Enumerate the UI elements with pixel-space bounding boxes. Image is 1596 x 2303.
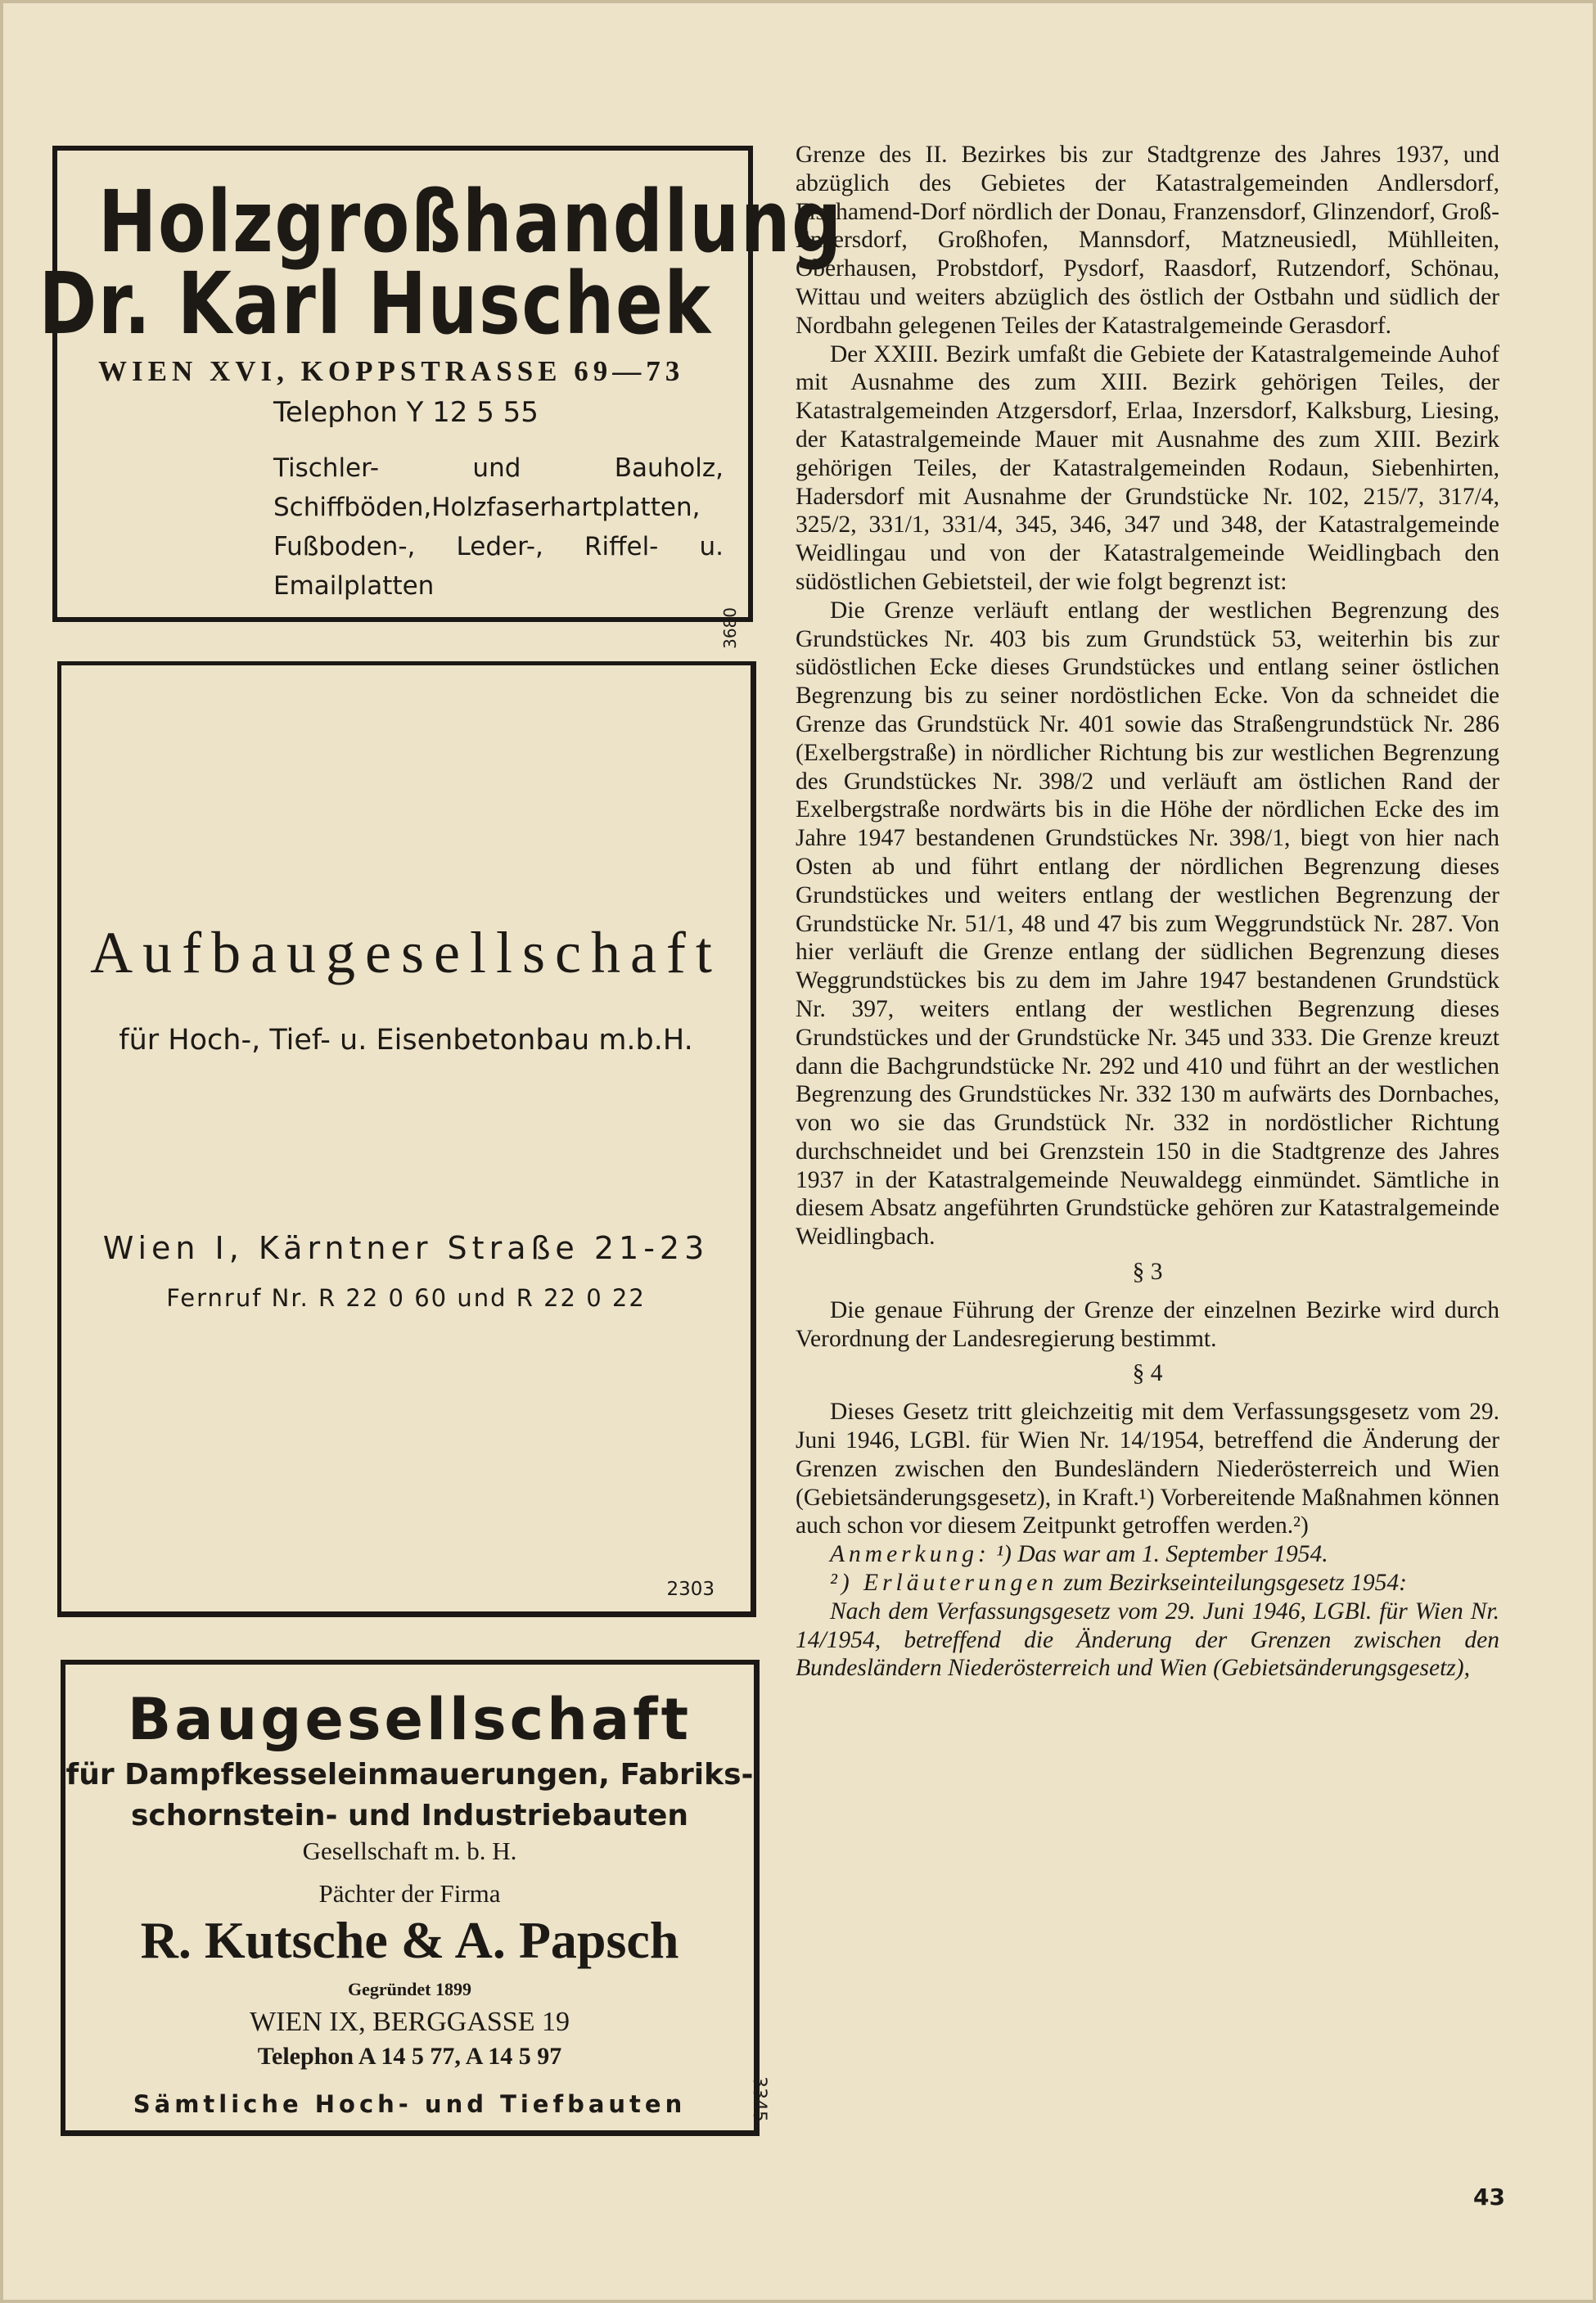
note-1-label: Anmerkung: [830, 1541, 990, 1568]
paragraph-2: Der XXIII. Bezirk umfaßt die Gebiete der Katastralgemeinde Auhof mit Ausnahme des zum XIII. Bezirk gehörigen Teiles, der Katastralgemeinden Atzgersdorf, Erlaa, Inzersdorf, Kalksburg, Liesing, der Katastralgemeinde Mauer mit Ausnahme des zum XIII. Bezirk gehörigen Teiles, der Katastralgemeinden Rodaun, Siebenhirten, Hadersdorf mit Ausnahme der Grundstücke Nr. 102, 215/7, 317/4, 325/2, 331/1, 331/4, 345, 346, 347 und 348, der Katastralgemeinde Weidlingau und von der Katastralgemeinde Weidlingbach den südöstlichen Gebietsteil, der wie folgt begrenzt ist: [796, 340, 1499, 595]
ad2-phone: Fernruf Nr. R 22 0 60 und R 22 0 22 [166, 1284, 646, 1312]
ad1-address: WIEN XVI, KOPPSTRASSE 69—73 [98, 355, 685, 387]
paragraph-3: Die Grenze verläuft entlang der westlichen Begrenzung des Grundstückes Nr. 403 bis zum Grundstück 53, weiterhin bis zur südöstlichen Ecke dieses Grundstückes und entlang seiner östlichen Begrenzung bis zu seiner nordöstlichen Ecke. Von da schneidet die Grenze das Grundstück Nr. 401 sowie das Straßengrundstück Nr. 286 (Exelbergstraße) in nördlicher Richtung bis zur westlichen Begrenzung des Grundstückes Nr. 398/2 und verläuft am östlichen Rand der Exelbergstraße nordwärts bis in die Höhe der nördlichen Ecke des im Jahre 1947 bestandenen Grundstückes Nr. 398/1, biegt von hier nach Osten ab und führt entlang der nördlichen Begrenzung dieses Grundstückes und weiters entlang der westlichen Begrenzung der Grundstücke Nr. 51/1, 48 und 47 bis zum Weggrundstück Nr. 287. Von hier verläuft die Grenze entlang der südlichen Begrenzung dieses Weggrundstückes bis zu dem im Jahre 1947 bestandenen Grundstück Nr. 397, weiters entlang der westlichen Begrenzung dieses Grundstückes und der Grundstücke Nr. 345 und 333. Die Grenze kreuzt dann die Bachgrundstücke Nr. 292 und 410 und führt an der westlichen Begrenzung des Grundstückes Nr. 332 130 m aufwärts des Dornbaches, von wo sie das Grundstück Nr. 332 in nordöstlicher Richtung durchschneidet und bei Grenzstein 150 in die Stadtgrenze des Jahres 1937 in der Katastralgemeinde Neuwaldegg einmündet. Sämtliche in diesem Absatz angeführten Grundstücke gehören zur Katastralgemeinde Weidlingbach. [796, 597, 1499, 1251]
paragraph-1: Grenze des II. Bezirkes bis zur Stadtgrenze des Jahres 1937, und abzüglich des Gebietes der Katastralgemeinden Andlersdorf, Fischamend-Dorf nördlich der Donau, Franzensdorf, Glinzendorf, Groß-Enzersdorf, Großhofen, Mannsdorf, Matzneusiedl, Mühlleiten, Oberhausen, Probstdorf, Pysdorf, Raasdorf, Rutzendorf, Schönau, Wittau und weiters abzüglich des östlich der Ostbahn und südlich der Nordbahn gelegenen Teiles der Katastralgemeinde Gerasdorf. [796, 142, 1499, 339]
ad3-subtitle [65, 1755, 754, 1837]
article-column [796, 141, 1499, 1683]
ad2-address: Wien I, Kärntner Straße 21-23 [102, 1230, 710, 1266]
ad3-address: WIEN IX, BERGGASSE 19 [250, 2007, 570, 2037]
ad2-subtitle: für Hoch-, Tief- u. Eisenbetonbau m.b.H. [119, 1024, 693, 1057]
ad1-description: Tischler- und Bauholz, Schiffböden,Holzfaserhartplatten, Fußboden-, Leder-, Riffel- u. Emailplatten [273, 453, 724, 601]
page-number: 43 [1473, 2184, 1505, 2211]
ad3-title: Baugesellschaft [127, 1686, 692, 1753]
note-1 [796, 1540, 1499, 1569]
note-2-label: ²) Erläuterungen [830, 1570, 1058, 1597]
ad3-phone: Telephon A 14 5 77, A 14 5 97 [257, 2043, 562, 2070]
paragraph-5: Dieses Gesetz tritt gleichzeitig mit dem Verfassungsgesetz vom 29. Juni 1946, LGBl. für Wien Nr. 14/1954, betreffend die Änderung der Grenzen zwischen den Bundesländern Niederösterreich und Wien (Gebietsänderungsgesetz), in Kraft.¹) Vorbereitende Maßnahmen können auch schon vor diesem Zeitpunkt getroffen werden.²) [796, 1399, 1499, 1539]
section-4-heading: § 4 [1132, 1360, 1163, 1387]
note-2-text: zum Bezirkseinteilungsgesetz 1954: [1063, 1570, 1407, 1597]
note-1-text: ¹) Das war am 1. September 1954. [996, 1541, 1328, 1568]
ad3-gmbh: Gesellschaft m. b. H. [302, 1837, 517, 1865]
section-3-heading: § 3 [1132, 1259, 1163, 1286]
ad-holzgrosshandlung [38, 146, 843, 649]
ad1-code: 3680 [720, 607, 740, 649]
ad3-subtitle-line2: schornstein- und Industriebauten [130, 1799, 689, 1832]
ad1-title-line1: Holzgroßhandlung [98, 172, 843, 272]
note-2 [796, 1569, 1499, 1598]
ad3-footer: Sämtliche Hoch- und Tiefbauten [133, 2090, 687, 2118]
ad2-code: 2303 [666, 1579, 715, 1600]
ad1-title-line2: Dr. Karl Huschek [38, 254, 712, 354]
note-3: Nach dem Verfassungsgesetz vom 29. Juni 1946, LGBl. für Wien Nr. 14/1954, betreffend die Änderung der Grenzen zwischen den Bundesländern Niederösterreich und Wien (Gebietsänderungsgesetz), [796, 1598, 1499, 1682]
ad2-title: Aufbaugesellschaft [90, 920, 722, 985]
ad3-subtitle-line1: für Dampfkesseleinmauerungen, Fabriks- [65, 1758, 754, 1791]
ad3-lessee: Pächter der Firma [318, 1879, 501, 1908]
ad3-founded: Gegründet 1899 [348, 1979, 471, 1999]
paragraph-4: Die genaue Führung der Grenze der einzelnen Bezirke wird durch Verordnung der Landesregierung bestimmt. [796, 1296, 1499, 1352]
ad-aufbaugesellschaft [57, 661, 756, 1617]
ad-baugesellschaft [61, 1660, 769, 2136]
ad1-phone: Telephon Y 12 5 55 [273, 396, 539, 429]
ad3-code: 3345 [749, 2076, 769, 2122]
ad3-firm-name: R. Kutsche & A. Papsch [140, 1911, 679, 1969]
